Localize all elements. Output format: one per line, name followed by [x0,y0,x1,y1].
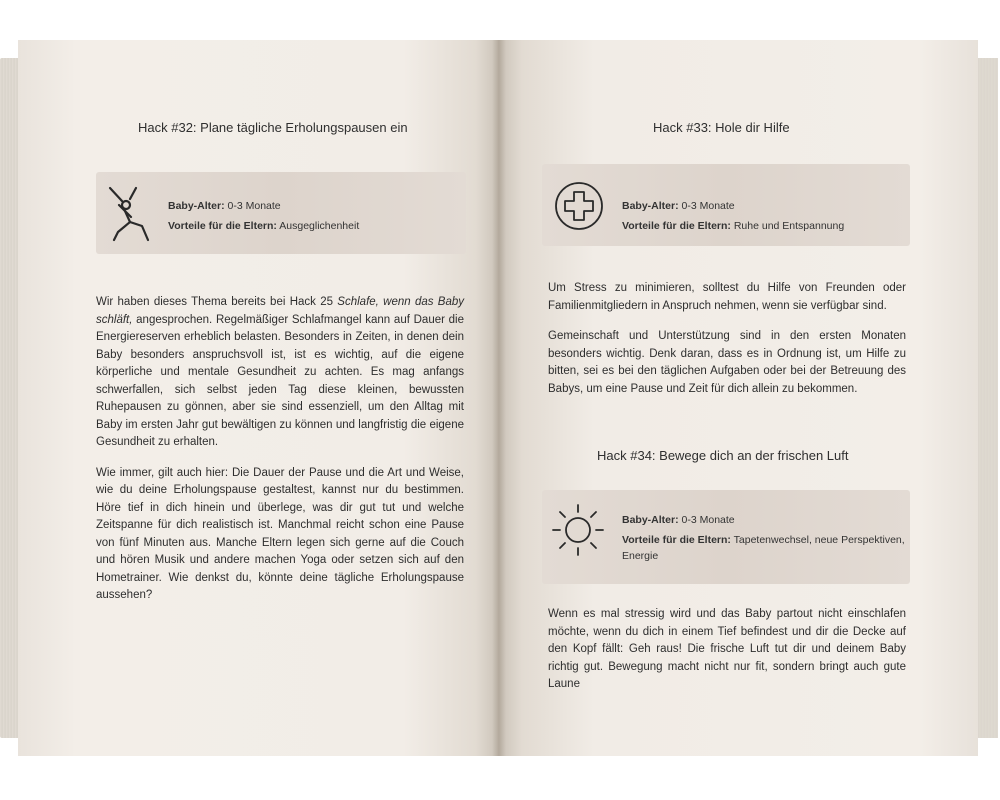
baby-age-label: Baby-Alter: [622,514,679,526]
benefits-label: Vorteile für die Eltern: [622,534,731,546]
benefits-label: Vorteile für die Eltern: [168,220,277,232]
medical-cross-icon [553,180,605,232]
benefits-value: Ruhe und Entspannung [733,220,845,232]
hack-34-info-text [622,510,906,564]
hack-32-body [96,294,464,618]
baby-age-label: Baby-Alter: [622,200,679,212]
hack-32-paragraph-1 [96,294,464,452]
hack-34-body [548,606,906,707]
hack-33-info-text [622,196,844,236]
hack-32-info-text [168,196,359,236]
hack-33-body [548,280,906,411]
sun-icon [550,502,606,558]
hack-34-title: Hack #34: Bewege dich an der frischen Luft [597,448,849,463]
baby-age-value: 0-3 Monate [681,514,735,526]
benefits-value: Tapetenwechsel, neue Perspektiven, Energie [622,534,905,562]
baby-age-label: Baby-Alter: [168,200,225,212]
benefits-value: Ausgeglichenheit [279,220,360,232]
hack-32-paragraph-2: Wie immer, gilt auch hier: Die Dauer der Pause und die Art und Weise, wie du deine Erholungspause gestaltest, kannst nur du bestimmen. Höre tief in dich hinein und überlege, was dir gut tut und welche Zeitspanne für dich realistisch ist. Manchmal reicht schon eine Pause von fünf Minuten aus. Manche Eltern legen sich gerne auf die Couch und hören Musik und andere machen Yoga oder setzen sich auf den Hometrainer. Wie denkst du, könnte deine tägliche Erholungspause aussehen? [96,466,464,601]
baby-age-value: 0-3 Monate [681,200,735,212]
paragraph-italic-reference: Schlafe, wenn das Baby schläft, [96,296,464,326]
hack-33-paragraph-1: Um Stress zu minimieren, solltest du Hilfe von Freunden oder Familienmitgliedern in Anspruch nehmen, wenn sie verfügbar sind. [548,282,906,312]
book-gutter [492,40,506,756]
page-edges-right [975,58,998,738]
hack-33-paragraph-2: Gemeinschaft und Unterstützung sind in den ersten Monaten besonders wichtig. Denk daran, dass es in Ordnung ist, um Hilfe zu bitten, sei es bei den täglichen Aufgaben oder bei der Betreuung des Babys, um eine Pause und Zeit für dich allein zu bekommen. [548,330,906,395]
hack-33-title: Hack #33: Hole dir Hilfe [653,120,790,135]
baby-age-value: 0-3 Monate [227,200,281,212]
paragraph-text: Wir haben dieses Thema bereits bei Hack 25 [96,296,338,308]
hack-32-title: Hack #32: Plane tägliche Erholungspausen ein [138,120,408,135]
hack-34-paragraph-1: Wenn es mal stressig wird und das Baby partout nicht einschlafen möchte, wenn du dich in einem Tief befindest und dir die Decke auf den Kopf fällt: Geh raus! Die frische Luft tut dir und deinem Baby richtig gut. Bewegung macht nicht nur fit, sondern bringt auch gute Laune [548,608,906,690]
benefits-label: Vorteile für die Eltern: [622,220,731,232]
yoga-pose-icon [106,184,154,244]
paragraph-text: angesprochen. Regelmäßiger Schlafmangel kann auf Dauer die Energiereserven erheblich belasten. Besonders in Zeiten, in denen dein Baby besonders anspruchsvoll ist, ist es wichtig, auf die eigene körperliche und mentale Gesundheit zu achten. Es mag anfangs schwerfallen, sich selbst jeden Tag diese kleinen, bewussten Ruhepausen zu gönnen, aber sie sind essenziell, um den Alltag mit Baby im ersten Jahr gut bewältigen zu können und langfristig die eigene Gesundheit zu erhalten. [96,313,464,448]
